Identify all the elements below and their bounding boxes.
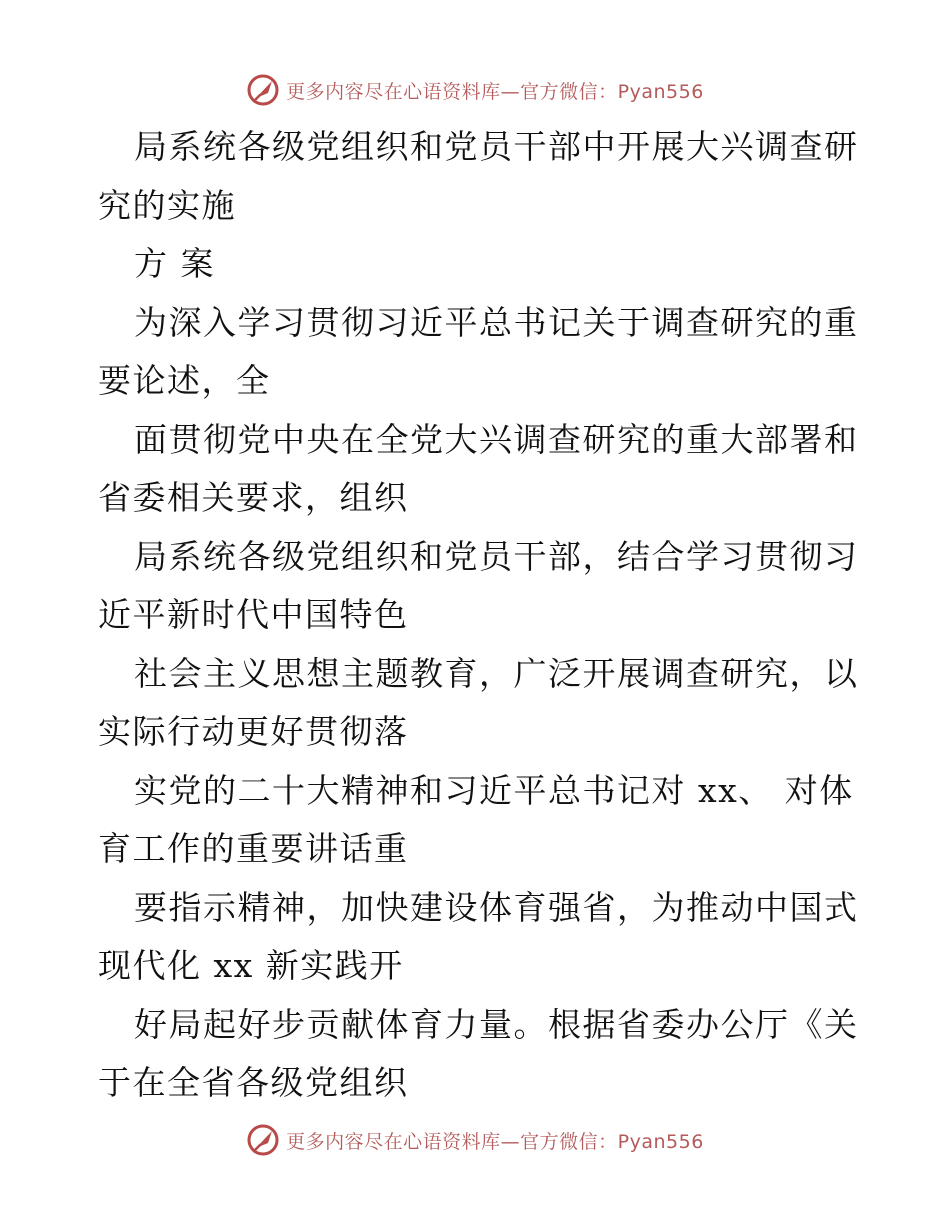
text-line: 要论述，全 <box>98 361 271 400</box>
document-body <box>98 118 858 1113</box>
text-line: 局系统各级党组织和党员干部中开展大兴调查研 <box>134 127 858 166</box>
text-line: 近平新时代中国特色 <box>98 595 409 634</box>
footer-watermark <box>0 1120 950 1160</box>
header-watermark <box>0 70 950 110</box>
text-line: 局系统各级党组织和党员干部，结合学习贯彻习 <box>134 536 858 576</box>
text-line: 为深入学习贯彻习近平总书记关于调查研究的重 <box>134 302 858 342</box>
text-line: 省委相关要求，组织 <box>98 478 409 517</box>
text-line: 方 案 <box>134 244 215 283</box>
text-line: 究的实施 <box>98 185 236 225</box>
quill-logo-icon <box>246 1123 280 1157</box>
text-line: 要指示精神，加快建设体育强省，为推动中国式 <box>134 887 858 927</box>
header-watermark-text: 更多内容尽在心语资料库—官方微信：Pyan556 <box>286 80 704 103</box>
text-line: 育工作的重要讲话重 <box>98 829 409 868</box>
text-line: 于在全省各级党组织 <box>98 1063 409 1102</box>
text-line: 面贯彻党中央在全党大兴调查研究的重大部署和 <box>134 419 858 459</box>
text-line: 好局起好步贡献体育力量。根据省委办公厅《关 <box>134 1004 858 1044</box>
quill-logo-icon <box>246 73 280 107</box>
text-line: 社会主义思想主题教育，广泛开展调查研究，以 <box>134 653 858 693</box>
text-line: 现代化 xx 新实践开 <box>98 946 404 985</box>
text-line: 实党的二十大精神和习近平总书记对 xx、 对体 <box>134 770 854 810</box>
footer-watermark-text: 更多内容尽在心语资料库—官方微信：Pyan556 <box>286 1130 704 1153</box>
text-line: 实际行动更好贯彻落 <box>98 712 409 751</box>
